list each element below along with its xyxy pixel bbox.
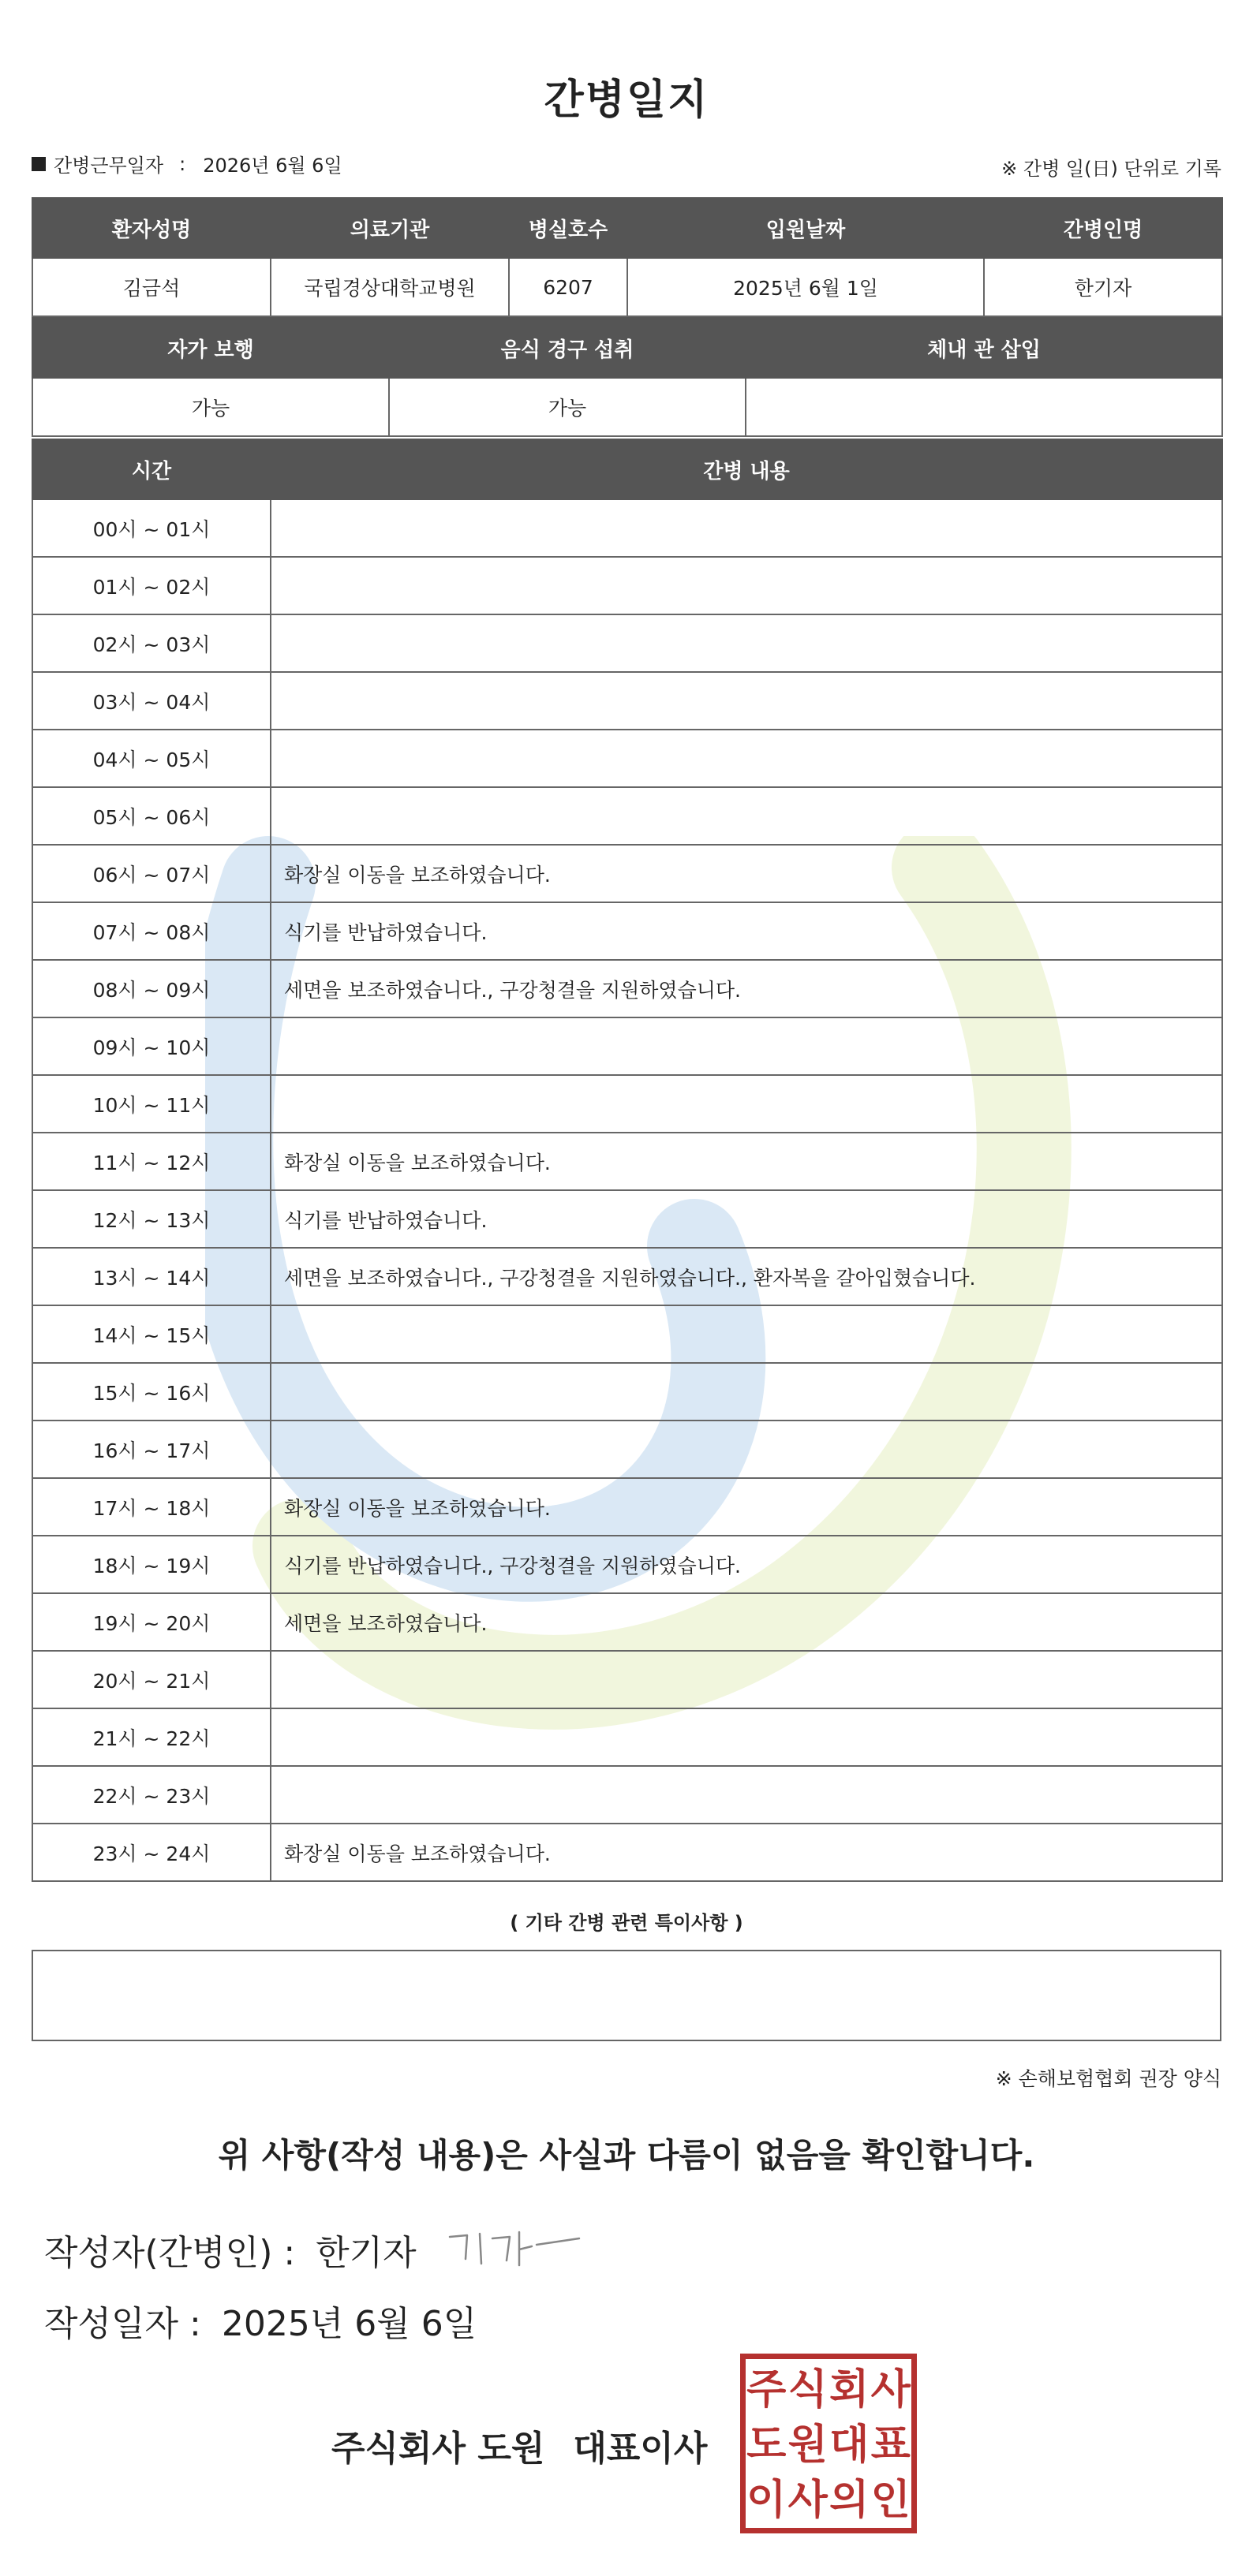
log-time: 14시 ~ 15시 bbox=[32, 1305, 271, 1363]
log-content bbox=[271, 1075, 1222, 1133]
log-content: 세면을 보조하였습니다. bbox=[271, 1593, 1222, 1651]
log-content: 화장실 이동을 보조하였습니다. bbox=[271, 1824, 1222, 1881]
header-time: 시간 bbox=[32, 439, 271, 499]
log-row bbox=[32, 845, 1222, 902]
log-time: 04시 ~ 05시 bbox=[32, 730, 271, 787]
log-time: 12시 ~ 13시 bbox=[32, 1190, 271, 1248]
company-seal-stamp: 주 식 회 사 도 원 대 표 이 사 의 인 bbox=[740, 2354, 917, 2533]
log-time: 21시 ~ 22시 bbox=[32, 1708, 271, 1766]
header-oral-intake: 음식 경구 섭취 bbox=[389, 318, 746, 378]
status-header-row bbox=[32, 318, 1222, 378]
log-row bbox=[32, 1190, 1222, 1248]
log-row bbox=[32, 614, 1222, 672]
log-body bbox=[32, 499, 1222, 1881]
hospital-name: 국립경상대학교병원 bbox=[271, 258, 509, 316]
log-time: 08시 ~ 09시 bbox=[32, 960, 271, 1017]
log-content: 식기를 반납하였습니다. bbox=[271, 1190, 1222, 1248]
log-time: 20시 ~ 21시 bbox=[32, 1651, 271, 1708]
log-time: 07시 ~ 08시 bbox=[32, 902, 271, 960]
log-row bbox=[32, 1708, 1222, 1766]
patient-name: 김금석 bbox=[32, 258, 271, 316]
writer-line bbox=[44, 2224, 417, 2275]
work-date-label: 간병근무일자 bbox=[54, 155, 164, 177]
log-content bbox=[271, 1651, 1222, 1708]
header-care-content: 간병 내용 bbox=[271, 439, 1222, 499]
log-content bbox=[271, 787, 1222, 845]
log-row bbox=[32, 499, 1222, 557]
log-row bbox=[32, 1766, 1222, 1824]
room-number: 6207 bbox=[509, 258, 627, 316]
log-row bbox=[32, 1305, 1222, 1363]
log-time: 09시 ~ 10시 bbox=[32, 1017, 271, 1075]
oral-intake-value: 가능 bbox=[389, 378, 746, 436]
work-date: 간병근무일자 : 2026년 6월 6일 bbox=[32, 150, 342, 177]
log-row bbox=[32, 1421, 1222, 1478]
log-content bbox=[271, 499, 1222, 557]
log-content: 세면을 보조하였습니다., 구강청결을 지원하였습니다. bbox=[271, 960, 1222, 1017]
writer-name: 한기자 bbox=[316, 2233, 417, 2273]
log-time: 06시 ~ 07시 bbox=[32, 845, 271, 902]
log-row bbox=[32, 730, 1222, 787]
representative-title: 대표이사 bbox=[573, 2429, 708, 2469]
log-row bbox=[32, 1651, 1222, 1708]
log-row bbox=[32, 1536, 1222, 1593]
log-row bbox=[32, 960, 1222, 1017]
log-row bbox=[32, 1075, 1222, 1133]
log-time: 05시 ~ 06시 bbox=[32, 787, 271, 845]
log-time: 17시 ~ 18시 bbox=[32, 1478, 271, 1536]
company-name: 주식회사 도원 bbox=[331, 2429, 545, 2469]
log-time: 11시 ~ 12시 bbox=[32, 1133, 271, 1190]
log-header-row bbox=[32, 439, 1222, 499]
work-date-value: 2026년 6월 6일 bbox=[203, 155, 342, 177]
log-content bbox=[271, 730, 1222, 787]
patient-status-table bbox=[32, 317, 1223, 437]
log-row bbox=[32, 787, 1222, 845]
handwritten-signature bbox=[443, 2221, 585, 2276]
log-time: 13시 ~ 14시 bbox=[32, 1248, 271, 1305]
written-date-label: 작성일자 : bbox=[44, 2304, 201, 2344]
log-content bbox=[271, 672, 1222, 730]
log-time: 15시 ~ 16시 bbox=[32, 1363, 271, 1421]
header-room: 병실호수 bbox=[509, 198, 627, 258]
log-content bbox=[271, 1708, 1222, 1766]
log-time: 22시 ~ 23시 bbox=[32, 1766, 271, 1824]
patient-header-row bbox=[32, 198, 1222, 258]
log-content: 화장실 이동을 보조하였습니다. bbox=[271, 1133, 1222, 1190]
log-time: 23시 ~ 24시 bbox=[32, 1824, 271, 1881]
log-content bbox=[271, 557, 1222, 614]
log-content bbox=[271, 614, 1222, 672]
header-admission-date: 입원날짜 bbox=[627, 198, 984, 258]
special-notes-title: ( 기타 간병 관련 특이사항 ) bbox=[510, 1912, 743, 1934]
header-walking: 자가 보행 bbox=[32, 318, 389, 378]
log-time: 02시 ~ 03시 bbox=[32, 614, 271, 672]
header-caregiver: 간병인명 bbox=[984, 198, 1222, 258]
special-notes-box bbox=[32, 1950, 1221, 2041]
care-log-table bbox=[32, 439, 1223, 1882]
written-date-line bbox=[44, 2295, 477, 2346]
unit-note: ※ 간병 일(日) 단위로 기록 bbox=[1001, 158, 1221, 180]
log-content bbox=[271, 1305, 1222, 1363]
log-content: 식기를 반납하였습니다., 구강청결을 지원하였습니다. bbox=[271, 1536, 1222, 1593]
log-content bbox=[271, 1421, 1222, 1478]
log-content: 화장실 이동을 보조하였습니다. bbox=[271, 845, 1222, 902]
log-content: 식기를 반납하였습니다. bbox=[271, 902, 1222, 960]
header-tube-insertion: 체내 관 삽입 bbox=[746, 318, 1222, 378]
log-row bbox=[32, 557, 1222, 614]
caregiver-name: 한기자 bbox=[984, 258, 1222, 316]
header-hospital: 의료기관 bbox=[271, 198, 509, 258]
log-content: 화장실 이동을 보조하였습니다. bbox=[271, 1478, 1222, 1536]
square-bullet-icon bbox=[32, 157, 46, 171]
admission-date: 2025년 6월 1일 bbox=[627, 258, 984, 316]
log-row bbox=[32, 1478, 1222, 1536]
log-row bbox=[32, 1133, 1222, 1190]
log-row bbox=[32, 1363, 1222, 1421]
writer-label: 작성자(간병인) : bbox=[44, 2233, 296, 2273]
log-row bbox=[32, 1824, 1222, 1881]
company-signature-line bbox=[331, 2420, 707, 2470]
recommended-form-note: ※ 손해보험협회 권장 양식 bbox=[995, 2067, 1221, 2090]
log-time: 10시 ~ 11시 bbox=[32, 1075, 271, 1133]
log-row bbox=[32, 672, 1222, 730]
log-content bbox=[271, 1017, 1222, 1075]
log-row bbox=[32, 1593, 1222, 1651]
log-content bbox=[271, 1766, 1222, 1824]
log-row bbox=[32, 1017, 1222, 1075]
written-date-value: 2025년 6월 6일 bbox=[221, 2304, 477, 2344]
patient-value-row bbox=[32, 258, 1222, 316]
log-time: 18시 ~ 19시 bbox=[32, 1536, 271, 1593]
header-patient-name: 환자성명 bbox=[32, 198, 271, 258]
log-time: 16시 ~ 17시 bbox=[32, 1421, 271, 1478]
log-time: 03시 ~ 04시 bbox=[32, 672, 271, 730]
walking-value: 가능 bbox=[32, 378, 389, 436]
document-title: 간병일지 bbox=[544, 77, 709, 124]
patient-info-table bbox=[32, 197, 1223, 317]
log-content: 세면을 보조하였습니다., 구강청결을 지원하였습니다., 환자복을 갈아입혔습니다. bbox=[271, 1248, 1222, 1305]
log-content bbox=[271, 1363, 1222, 1421]
confirmation-statement: 위 사항(작성 내용)은 사실과 다름이 없음을 확인합니다. bbox=[218, 2136, 1035, 2175]
log-time: 00시 ~ 01시 bbox=[32, 499, 271, 557]
status-value-row bbox=[32, 378, 1222, 436]
log-time: 01시 ~ 02시 bbox=[32, 557, 271, 614]
log-row bbox=[32, 902, 1222, 960]
tube-insertion-value bbox=[746, 378, 1222, 436]
log-row bbox=[32, 1248, 1222, 1305]
log-time: 19시 ~ 20시 bbox=[32, 1593, 271, 1651]
